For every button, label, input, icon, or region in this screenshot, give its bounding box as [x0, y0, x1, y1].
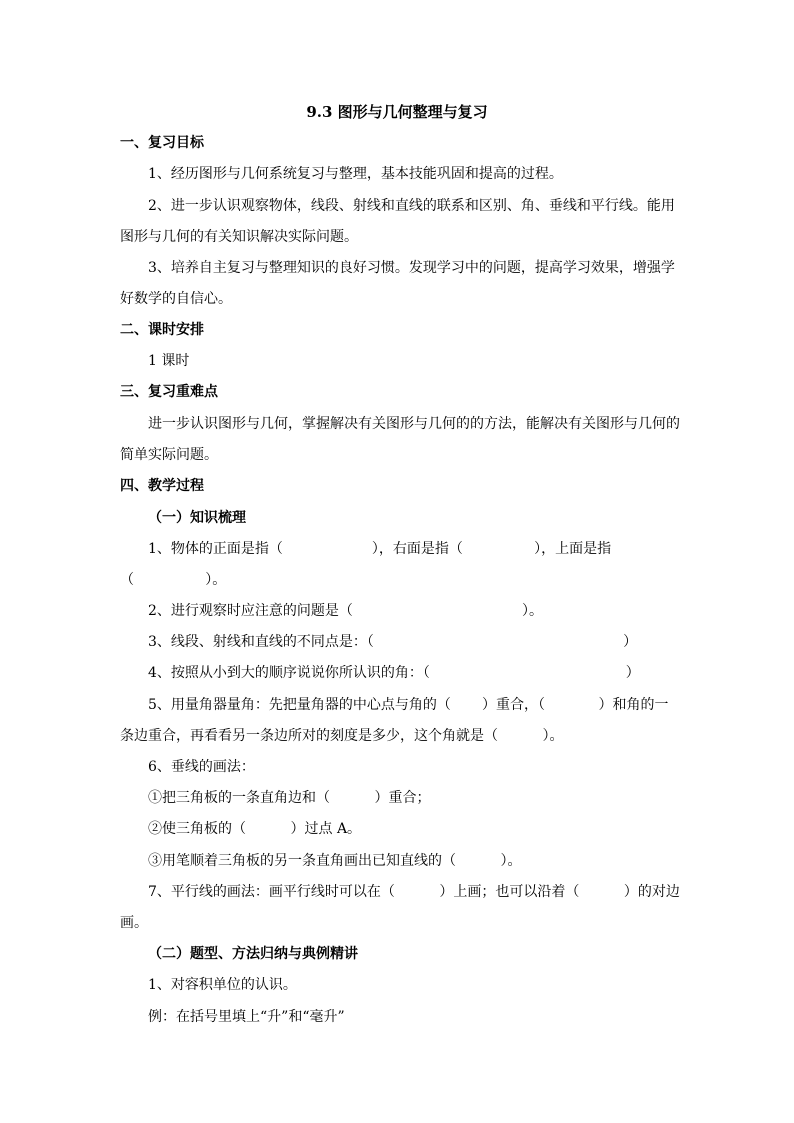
question-4: 4、按照从小到大的顺序说说你所认识的角：（ ）	[148, 665, 640, 681]
question-5-line-2: 条边重合，再看看另一条边所对的刻度是多少，这个角就是（ ）。	[120, 728, 564, 744]
example-1-topic: 1、对容积单位的认识。	[148, 977, 297, 993]
question-2: 2、进行观察时应注意的问题是（ ）。	[148, 603, 544, 619]
question-6: 6、垂线的画法：	[148, 759, 255, 775]
schedule-text: 1 课时	[148, 353, 190, 369]
goal-2-line-2: 图形与几何的有关知识解决实际问题。	[120, 229, 358, 245]
question-5-line-1: 5、用量角器量角：先把量角器的中心点与角的（ ）重合，（ ）和角的一	[148, 697, 669, 713]
section-heading-process: 四、教学过程	[120, 478, 204, 494]
goal-3-line-2: 好数学的自信心。	[120, 291, 232, 307]
goal-2-line-1: 2、进一步认识观察物体，线段、射线和直线的联系和区别、角、垂线和平行线。能用	[148, 198, 675, 214]
question-7-line-1: 7、平行线的画法：画平行线时可以在（ ）上画；也可以沿着（ ）的对边	[148, 884, 680, 900]
key-points-line-2: 简单实际问题。	[120, 447, 218, 463]
goal-3-line-1: 3、培养自主复习与整理知识的良好习惯。发现学习中的问题，提高学习效果，增强学	[148, 260, 675, 276]
question-3: 3、线段、射线和直线的不同点是：（ ）	[148, 634, 638, 650]
section-heading-schedule: 二、课时安排	[120, 322, 204, 338]
document-title: 9.3 图形与几何整理与复习	[306, 103, 488, 121]
question-6-step-2: ②使三角板的（ ）过点 A。	[148, 821, 362, 837]
question-6-step-1: ①把三角板的一条直角边和（ ）重合；	[148, 790, 431, 806]
question-6-step-3: ③用笔顺着三角板的另一条直角画出已知直线的（ ）。	[148, 853, 522, 869]
question-1-line-1: 1、物体的正面是指（ ），右面是指（ ），上面是指	[148, 541, 612, 557]
subsection-heading-knowledge: （一）知识梳理	[148, 510, 246, 526]
subsection-heading-examples: （二）题型、方法归纳与典例精讲	[148, 946, 358, 962]
example-1-text: 例：在括号里填上“升”和“毫升”	[148, 1009, 345, 1025]
section-heading-goals: 一、复习目标	[120, 135, 204, 151]
goal-1: 1、经历图形与几何系统复习与整理，基本技能巩固和提高的过程。	[148, 166, 563, 182]
section-heading-key-points: 三、复习重难点	[120, 384, 218, 400]
question-1-line-2: （ ）。	[120, 572, 227, 588]
key-points-line-1: 进一步认识图形与几何，掌握解决有关图形与几何的的方法，能解决有关图形与几何的	[148, 416, 680, 432]
question-7-line-2: 画。	[120, 915, 148, 931]
